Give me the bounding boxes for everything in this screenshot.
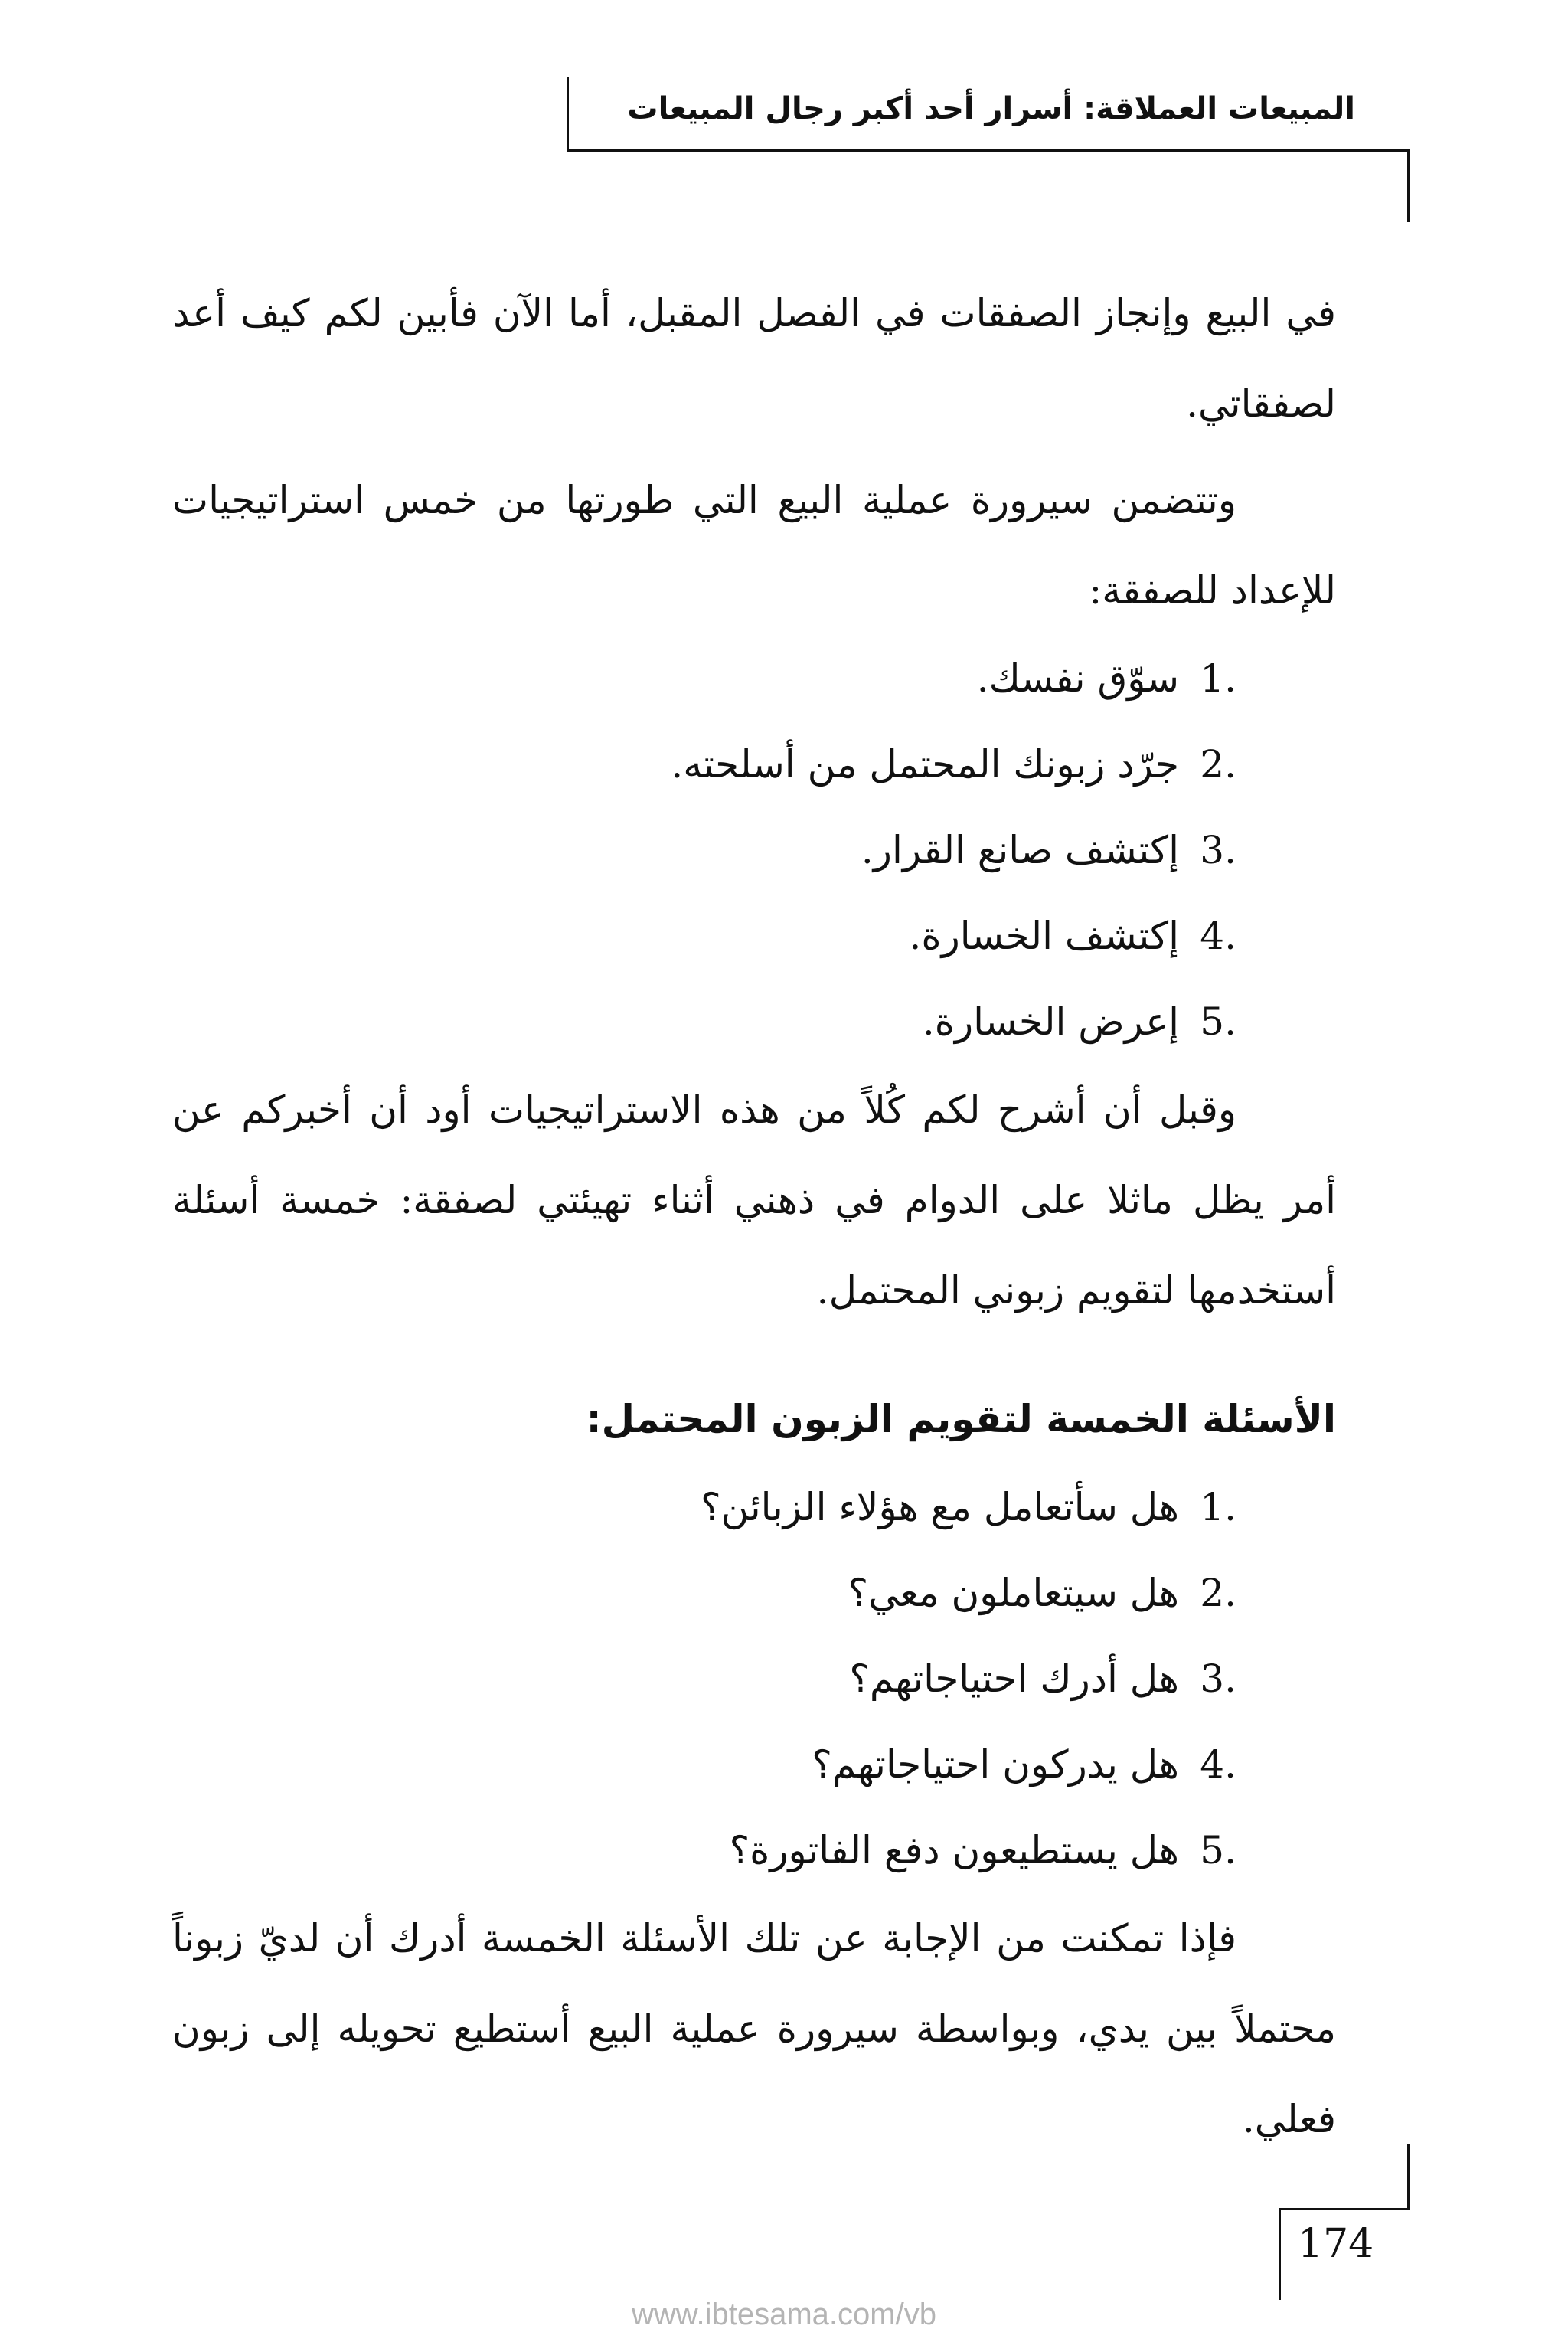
- list-item: [172, 636, 1336, 721]
- list-item-text: هل يستطيعون دفع الفاتورة؟: [729, 1828, 1179, 1872]
- list-item: [172, 1550, 1336, 1636]
- list-item-number: 5.: [1200, 1828, 1236, 1872]
- list-item: [172, 1464, 1336, 1550]
- paragraph-4: فإذا تمكنت من الإجابة عن تلك الأسئلة الخمسة أدرك أن لديّ زبوناً محتملاً بين يدي، وبواسطة سيرورة عملية البيع أستطيع تحويله إلى زبون فعلي.: [172, 1916, 1336, 2141]
- footer-rule: [1279, 2208, 1410, 2210]
- list-item: [172, 1722, 1336, 1807]
- watermark-url[interactable]: www.ibtesama.com/vb: [632, 2298, 936, 2331]
- list-item-text: إكتشف الخسارة.: [909, 914, 1179, 958]
- footer-rule-left: [1279, 2208, 1281, 2300]
- list-item-number: 1.: [1200, 656, 1236, 701]
- running-header: المبيعات العملاقة: أسرار أحد أكبر رجال المبيعات: [627, 91, 1355, 126]
- footer-rule-right: [1407, 2144, 1410, 2209]
- page-number: 174: [1298, 2221, 1374, 2267]
- section-heading: الأسئلة الخمسة لتقويم الزبون المحتمل:: [586, 1397, 1336, 1441]
- list-item-text: هل سأتعامل مع هؤلاء الزبائن؟: [701, 1485, 1179, 1529]
- list-item-text: هل أدرك احتياجاتهم؟: [849, 1657, 1179, 1701]
- paragraph-1: في البيع وإنجاز الصفقات في الفصل المقبل، أما الآن فأبين لكم كيف أعد لصفقاتي.: [172, 291, 1336, 426]
- strategies-list: [172, 636, 1336, 1065]
- paragraph-2: وتتضمن سيرورة عملية البيع التي طورتها من خمس استراتيجيات للإعداد للصفقة:: [172, 478, 1336, 613]
- list-item-number: 2.: [1200, 742, 1236, 787]
- list-item-number: 4.: [1200, 914, 1236, 958]
- header-rule: [567, 149, 1409, 152]
- list-item-number: 2.: [1200, 1571, 1236, 1615]
- list-item-number: 4.: [1200, 1742, 1236, 1787]
- list-item: [172, 721, 1336, 807]
- list-item-number: 5.: [1200, 999, 1236, 1044]
- list-item-text: إكتشف صانع القرار.: [861, 828, 1179, 872]
- list-item: [172, 893, 1336, 979]
- list-item: [172, 979, 1336, 1065]
- list-item-text: سوّق نفسك.: [976, 656, 1179, 701]
- header-rule-right: [1407, 149, 1410, 222]
- list-item-text: إعرض الخسارة.: [922, 999, 1179, 1044]
- list-item-text: هل يدركون احتياجاتهم؟: [812, 1742, 1179, 1787]
- list-item-text: جرّد زبونك المحتمل من أسلحته.: [671, 742, 1179, 787]
- list-item: [172, 1807, 1336, 1893]
- list-item: [172, 807, 1336, 893]
- questions-list: [172, 1464, 1336, 1893]
- list-item-number: 3.: [1200, 1657, 1236, 1701]
- page-body: [172, 268, 1336, 2164]
- list-item-number: 1.: [1200, 1485, 1236, 1529]
- list-item-text: هل سيتعاملون معي؟: [848, 1571, 1179, 1615]
- header-rule-left: [567, 77, 569, 152]
- paragraph-3: وقبل أن أشرح لكم كُلاً من هذه الاستراتيجيات أود أن أخبركم عن أمر يظل ماثلا على الدوام في ذهني أثناء تهيئتي لصفقة: خمسة أسئلة أستخدمها لتقويم زبوني المحتمل.: [172, 1088, 1336, 1313]
- list-item: [172, 1636, 1336, 1722]
- list-item-number: 3.: [1200, 828, 1236, 872]
